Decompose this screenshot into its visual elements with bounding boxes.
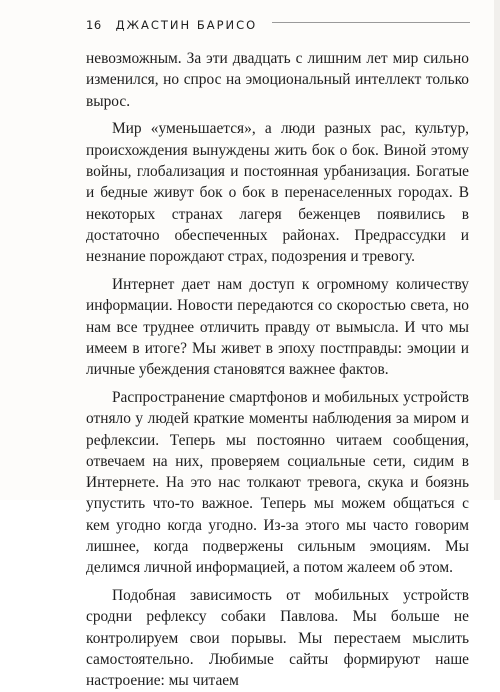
paragraph-4: Распространение смартфонов и мобильных устройств отняло у людей краткие моменты наблюдения за миром и рефлексии. Теперь мы постоянно читаем сообщения, отвечаем на них, проверяем социальные сети, сидим в Интернете. На это нас толкают тревога, скука и боязнь упустить что-то важное. Теперь мы можем общаться с кем угодно когда угодно. Из-за этого мы часто говорим лишнее, когда подвержены сильным эмоциям. Мы делимся личной информацией, а потом жалеем об этом. (86, 388, 469, 577)
paragraph-5: Подобная зависимость от мобильных устройств сродни рефлексу собаки Павлова. Мы больше не контролируем свои порывы. Мы перестаем мыслить самостоятельно. Любимые сайты формируют наше настроение: мы читаем (86, 587, 469, 690)
body-text (86, 48, 469, 692)
page-number: 16 (86, 18, 102, 32)
paragraph-3: Интернет дает нам доступ к огромному количеству информации. Новости передаются со скоростью света, но нам все труднее отличить правду от вымысла. И что мы имеем в итоге? Мы живет в эпоху постправды: эмоции и личные убеждения становятся важнее фактов. (86, 275, 469, 379)
paragraph-2: Мир «уменьшается», а люди разных рас, культур, происхождения вынуждены жить бок о бок. Виной этому войны, глобализация и постоянная урбанизация. Богатые и бедные живут бок о бок в перенаселенных городах. В некоторых странах лагеря беженцев появились в достаточно обеспеченных районах. Предрассудки и незнание порождают страх, подозрения и тревогу. (86, 120, 469, 266)
running-head (86, 14, 470, 36)
paragraph-1: невозможным. За эти двадцать с лишним лет мир сильно изменился, но спрос на эмоциональный интеллект только вырос. (86, 50, 469, 110)
page-edge-shadow (494, 0, 500, 500)
header-rule (272, 22, 470, 23)
running-head-author: ДЖАСТИН БАРИСО (115, 18, 258, 32)
